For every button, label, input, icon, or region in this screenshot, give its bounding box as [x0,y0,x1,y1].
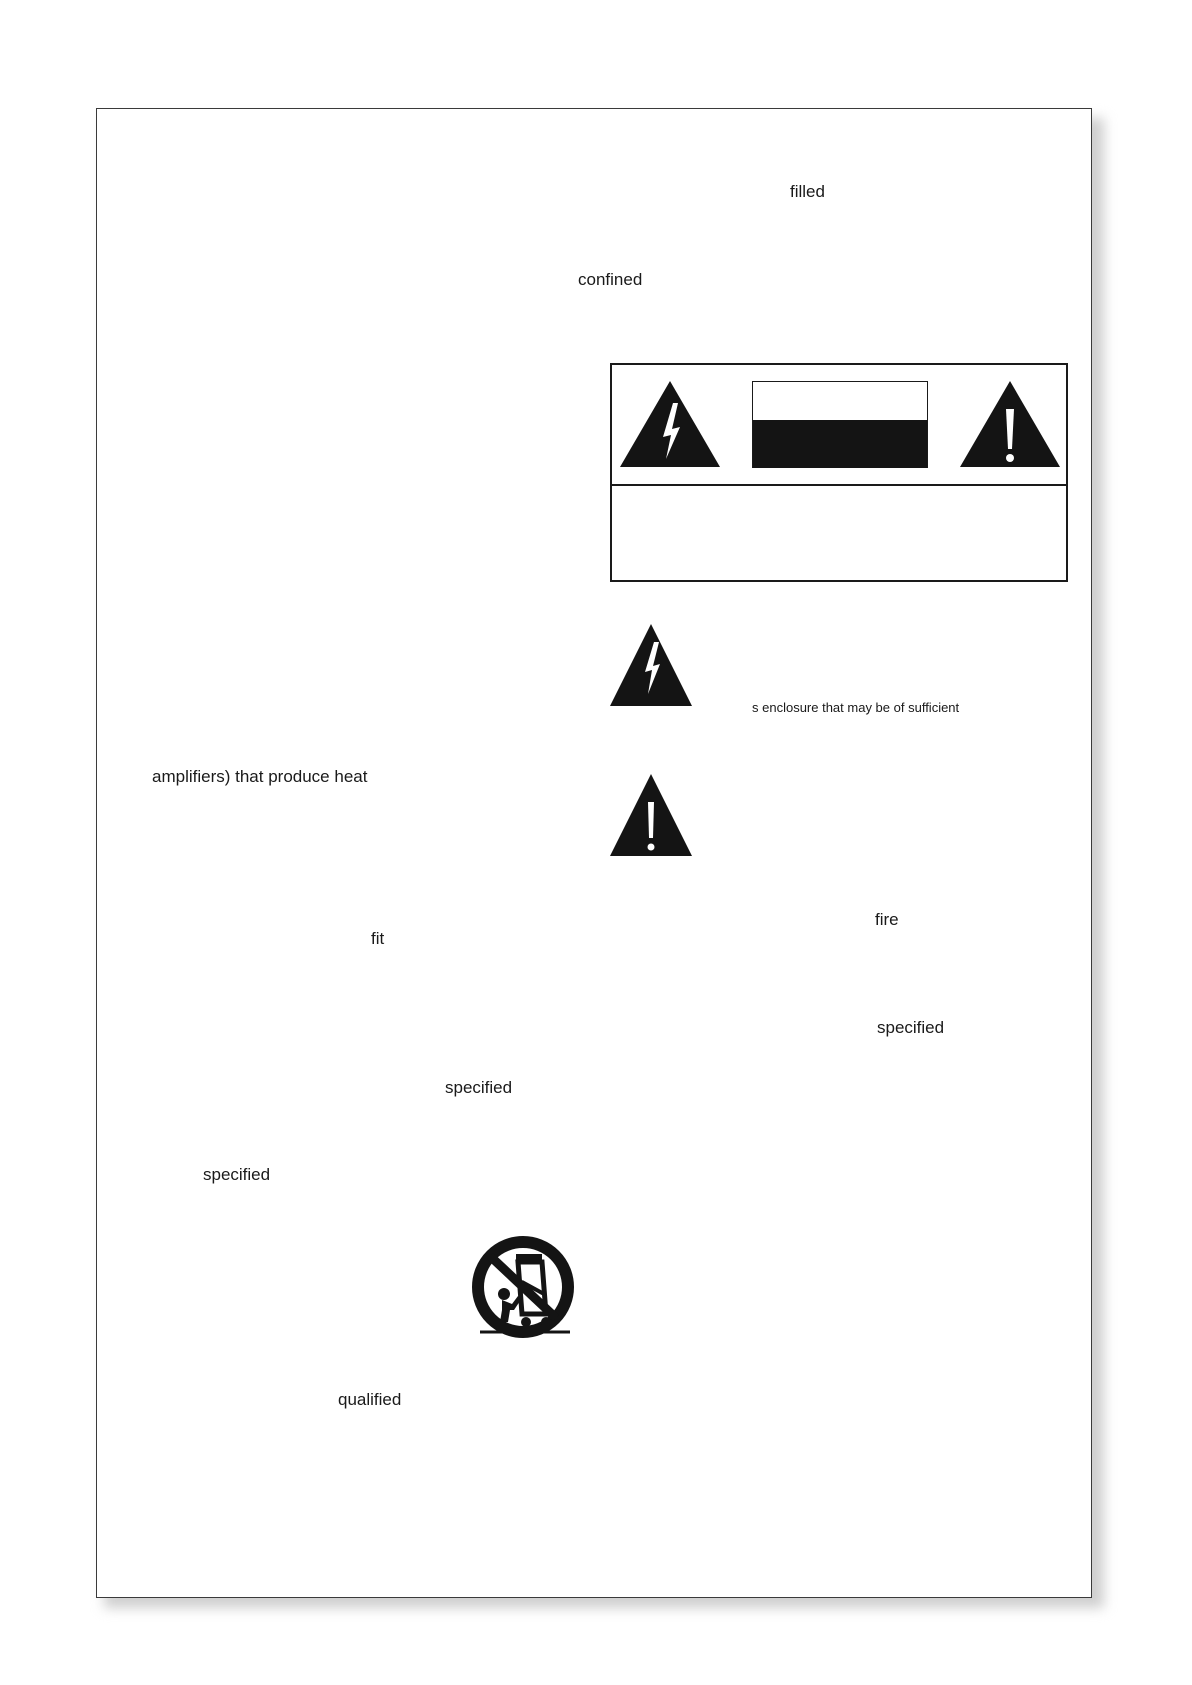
text-enclosure: s enclosure that may be of sufficient [752,700,960,715]
caution-label-lower [753,420,927,468]
portable-cart-warning-icon [466,1232,580,1342]
text-amplifiers-heat: amplifiers) that produce heat [152,767,368,786]
text-specified-left-2: specified [203,1165,271,1184]
shock-warning-icon [608,622,694,708]
caution-label-plate [752,381,928,468]
text-fire: fire [875,910,899,929]
text-fit: fit [371,929,385,948]
caution-label-upper [753,382,927,420]
text-qualified: qualified [338,1390,402,1409]
lightning-warning-icon [618,379,722,469]
text-confined: confined [578,270,643,289]
text-specified-right: specified [877,1018,945,1037]
caution-divider [612,484,1066,486]
caution-box [610,363,1068,582]
attention-warning-icon [608,772,694,858]
page-frame [96,108,1092,1598]
text-specified-left-1: specified [445,1078,513,1097]
text-filled: filled [790,182,825,201]
exclamation-warning-icon [958,379,1062,469]
